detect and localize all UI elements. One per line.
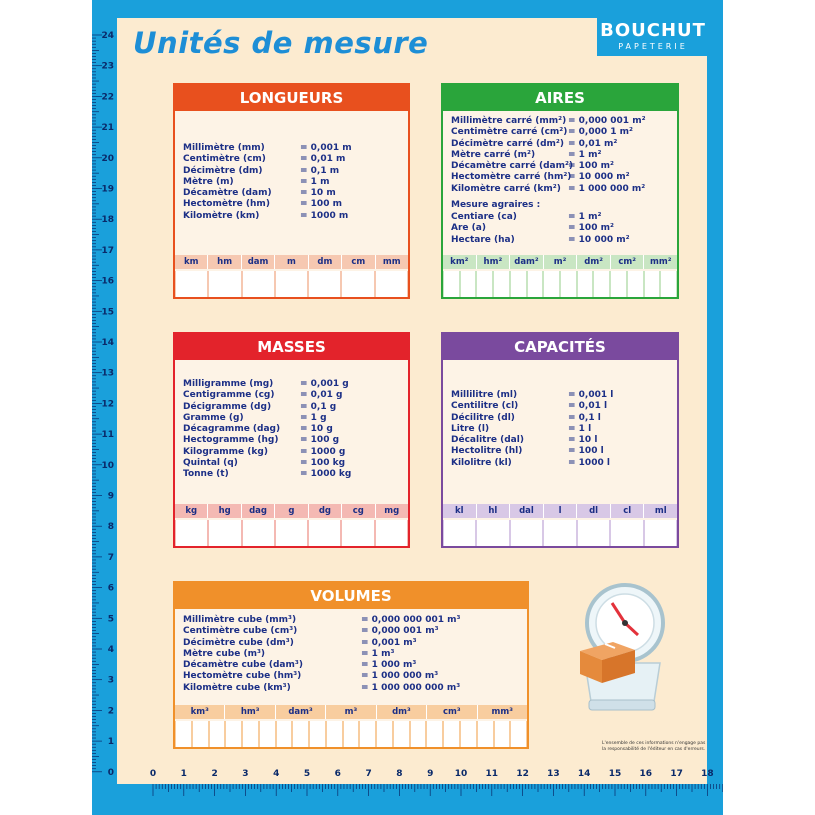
capacites-grid: [443, 520, 677, 546]
write-in-cell[interactable]: [176, 271, 207, 297]
unit-row-item: [451, 184, 677, 195]
unit-row-item: [183, 154, 408, 165]
unit-name: Millilitre (ml): [451, 390, 518, 400]
unit-value: = 0,001 g: [300, 379, 349, 389]
unit-label: mg: [375, 504, 408, 518]
unit-name: Tonne (t): [183, 469, 229, 480]
unit-label: l: [543, 504, 577, 518]
unit-row-item: [183, 177, 408, 188]
write-in-cell[interactable]: [243, 271, 274, 297]
unit-row-item: [183, 447, 408, 458]
unit-value: = 100 g: [300, 435, 340, 446]
ruler-label: 9: [107, 491, 114, 502]
unit-name: Décamètre (dam): [183, 188, 272, 199]
write-in-cell[interactable]: [477, 520, 508, 546]
unit-row-item: [451, 390, 677, 401]
volumes-card: [173, 581, 529, 749]
unit-label: mm³: [477, 705, 527, 719]
disclaimer-note: L'ensemble de ces informations n'engage pas la responsabilité de l'éditeur en cas d'erreurs.: [602, 741, 706, 752]
unit-label: km³: [190, 707, 209, 717]
ruler-label: 22: [101, 92, 114, 103]
horizontal-ruler: [92, 784, 723, 815]
unit-name: Décigramme (dg): [183, 401, 272, 412]
ruler-label: 0: [107, 767, 114, 778]
ruler-label: 18: [701, 769, 714, 779]
unit-label: cm²: [610, 255, 644, 269]
unit-value: = 100 m²: [568, 223, 614, 234]
unit-name: Décalitre (dal): [451, 435, 524, 446]
unit-row-item: [183, 188, 408, 199]
ruler-label: 4: [107, 645, 114, 655]
write-in-cell[interactable]: [394, 721, 409, 747]
write-in-cell[interactable]: [377, 721, 392, 747]
unit-value: = 100 kg: [300, 458, 346, 469]
unit-label: hm: [207, 255, 240, 269]
ruler-label: 4: [273, 769, 280, 779]
write-in-cell[interactable]: [342, 271, 373, 297]
ruler-label: 24: [101, 31, 114, 41]
unit-row-item: [183, 143, 408, 154]
ruler-label: 3: [242, 769, 249, 779]
write-in-cell[interactable]: [528, 271, 543, 297]
unit-name: Centilitre (cl): [451, 401, 519, 412]
write-in-cell[interactable]: [193, 721, 208, 747]
unit-name: Centigramme (cg): [183, 390, 275, 401]
unit-label: dm: [308, 255, 341, 269]
unit-name: Hectomètre (hm): [183, 199, 270, 210]
longueurs-rows: [183, 143, 408, 222]
unit-row-item: [451, 446, 677, 457]
write-in-cell[interactable]: [477, 271, 492, 297]
ruler-label: 6: [107, 583, 114, 594]
unit-value: = 1000 kg: [300, 469, 352, 480]
write-in-cell[interactable]: [176, 520, 207, 546]
capacites-unit-header: [443, 504, 677, 518]
unit-label: dm³: [376, 705, 426, 719]
unit-label: dam³: [275, 705, 325, 719]
unit-name: Décamètre carré (dam²): [451, 161, 574, 172]
unit-row-item: [183, 615, 523, 626]
unit-name: Quintal (q): [183, 458, 238, 469]
unit-name: Mètre (m): [183, 176, 234, 187]
unit-name: Décimètre carré (dm²): [451, 138, 564, 149]
write-in-cell[interactable]: [309, 271, 340, 297]
unit-row-item: [451, 116, 677, 127]
vertical-ruler: [92, 0, 117, 815]
unit-value: = 1 m³: [361, 648, 395, 659]
write-in-cell[interactable]: [277, 721, 292, 747]
unit-row-item: [451, 435, 677, 446]
unit-name: Centimètre cube (cm³): [183, 626, 298, 637]
ruler-label: 13: [547, 769, 560, 779]
unit-name: Millimètre carré (mm²): [451, 116, 567, 126]
unit-value: = 0,000 001 m²: [568, 116, 646, 126]
unit-row-item: [451, 172, 677, 183]
masses-unit-header: [175, 504, 408, 518]
unit-value: = 1 m²: [568, 212, 602, 222]
unit-value: = 100 m²: [568, 161, 614, 172]
unit-value: = 10 000 m²: [568, 234, 630, 245]
unit-label: dm²: [576, 255, 610, 269]
ruler-label: 5: [107, 614, 114, 625]
ruler-label: 10: [454, 769, 468, 779]
write-in-cell[interactable]: [645, 271, 660, 297]
write-in-cell[interactable]: [661, 271, 676, 297]
ruler-label: 7: [107, 552, 114, 563]
write-in-cell[interactable]: [645, 520, 676, 546]
unit-value: = 0,01 l: [568, 401, 608, 412]
write-in-cell[interactable]: [376, 271, 407, 297]
capacites-rows: [451, 390, 677, 469]
write-in-cell[interactable]: [511, 721, 526, 747]
unit-name: Hectomètre cube (hm³): [183, 671, 302, 682]
unit-value: = 10 g: [300, 424, 333, 435]
unit-value: = 10 l: [568, 435, 598, 446]
unit-row-item: [451, 458, 677, 469]
unit-name: Millimètre (mm): [183, 143, 265, 153]
unit-name: Hectolitre (hl): [451, 446, 523, 457]
write-in-cell[interactable]: [210, 721, 225, 747]
write-in-cell[interactable]: [594, 271, 609, 297]
unit-row-item: [451, 223, 677, 234]
unit-value: = 1 000 000 m³: [361, 671, 439, 682]
unit-name: Kilolitre (kl): [451, 457, 512, 468]
unit-label: dam²: [509, 255, 543, 269]
write-in-cell[interactable]: [176, 721, 191, 747]
unit-row-item: [183, 626, 523, 637]
unit-name: Décamètre cube (dam³): [183, 660, 303, 671]
unit-value: = 1 000 000 000 m³: [361, 682, 461, 693]
unit-name: Centimètre carré (cm²): [451, 127, 568, 138]
write-in-cell[interactable]: [411, 721, 426, 747]
unit-name: Millimètre cube (mm³): [183, 615, 297, 625]
write-in-cell[interactable]: [309, 520, 340, 546]
unit-label: mm: [375, 255, 408, 269]
unit-label: hg: [207, 504, 240, 518]
ruler-label: 16: [639, 769, 653, 779]
write-in-cell[interactable]: [209, 520, 240, 546]
write-in-cell[interactable]: [427, 721, 442, 747]
masses-rows: [183, 379, 408, 481]
ruler-label: 14: [577, 769, 591, 779]
write-in-cell[interactable]: [561, 271, 576, 297]
ruler-label: 13: [101, 368, 114, 379]
capacites-card: [441, 332, 679, 548]
ruler-label: 0: [149, 769, 157, 779]
write-in-cell[interactable]: [276, 271, 307, 297]
ruler-label: 7: [365, 769, 372, 779]
unit-label: km: [183, 257, 199, 267]
unit-value: = 0,000 000 001 m³: [361, 615, 461, 625]
write-in-cell[interactable]: [611, 271, 626, 297]
write-in-cell[interactable]: [461, 721, 476, 747]
ruler-label: 5: [303, 769, 311, 779]
ruler-label: 17: [670, 769, 683, 779]
write-in-cell[interactable]: [628, 271, 643, 297]
aires-agraires-rows: [451, 212, 677, 246]
ruler-label: 6: [334, 769, 341, 779]
longueurs-grid: [175, 271, 408, 297]
unit-row-item: [183, 211, 408, 222]
aires-subtitle: Mesure agraires :: [451, 200, 541, 210]
longueurs-unit-header: [175, 255, 408, 269]
unit-label: dam: [241, 255, 274, 269]
write-in-cell[interactable]: [494, 271, 509, 297]
unit-value: = 10 000 m²: [568, 172, 630, 183]
unit-row-item: [183, 390, 408, 401]
write-in-cell[interactable]: [293, 721, 308, 747]
unit-value: = 0,01 m: [300, 154, 346, 165]
unit-name: Décilitre (dl): [451, 412, 515, 423]
unit-name: Centimètre (cm): [183, 154, 266, 165]
unit-row-item: [183, 660, 523, 671]
masses-title: MASSES: [175, 334, 408, 360]
horizontal-ruler-labels: [92, 762, 723, 784]
write-in-cell[interactable]: [611, 520, 642, 546]
write-in-cell[interactable]: [544, 271, 559, 297]
write-in-cell[interactable]: [544, 520, 575, 546]
write-in-cell[interactable]: [376, 520, 407, 546]
unit-row-item: [183, 166, 408, 177]
unit-row-item: [451, 235, 677, 246]
ruler-label: 3: [107, 675, 114, 686]
unit-label: m: [274, 255, 307, 269]
unit-row-item: [451, 127, 677, 138]
unit-value: = 1 m: [300, 176, 330, 187]
unit-label: hm²: [476, 255, 510, 269]
unit-label: cm: [341, 255, 374, 269]
ruler-label: 17: [101, 245, 114, 256]
write-in-cell[interactable]: [461, 271, 476, 297]
unit-row-item: [183, 649, 523, 660]
unit-name: Hectomètre carré (hm²): [451, 172, 572, 183]
longueurs-title: LONGUEURS: [175, 85, 408, 111]
unit-value: = 0,1 g: [300, 401, 337, 412]
unit-label: kg: [185, 506, 198, 516]
unit-name: Décimètre (dm): [183, 165, 263, 176]
unit-row-item: [183, 469, 408, 480]
write-in-cell[interactable]: [360, 721, 375, 747]
ruler-label: 9: [427, 769, 434, 779]
unit-value: = 1 m²: [568, 149, 602, 160]
write-in-cell[interactable]: [578, 271, 593, 297]
unit-row-item: [183, 638, 523, 649]
ruler-label: 19: [101, 184, 114, 195]
unit-row-item: [451, 401, 677, 412]
brand-name: BOUCHUT: [600, 20, 706, 41]
unit-row-item: [183, 671, 523, 682]
unit-value: = 0,001 l: [568, 390, 614, 400]
unit-label: ml: [643, 504, 677, 518]
write-in-cell[interactable]: [243, 520, 274, 546]
ruler-label: 23: [101, 61, 114, 72]
unit-value: = 100 m: [300, 199, 342, 210]
unit-value: = 0,001 m³: [361, 637, 417, 648]
write-in-cell[interactable]: [243, 721, 258, 747]
write-in-cell[interactable]: [260, 721, 275, 747]
unit-value: = 0,01 g: [300, 390, 343, 401]
write-in-cell[interactable]: [578, 520, 609, 546]
unit-label: m³: [325, 705, 375, 719]
ruler-label: 8: [107, 522, 114, 533]
ruler-label: 21: [101, 123, 114, 134]
ruler-label: 20: [101, 153, 114, 164]
volumes-rows: [183, 615, 523, 694]
unit-name: Kilomètre carré (km²): [451, 183, 561, 194]
write-in-cell[interactable]: [209, 271, 240, 297]
unit-name: Milligramme (mg): [183, 379, 274, 389]
ruler-label: 1: [107, 737, 114, 748]
unit-label: cl: [610, 504, 644, 518]
unit-label: dal: [509, 504, 543, 518]
unit-value: = 1000 m: [300, 210, 349, 221]
unit-value: = 0,01 m²: [568, 138, 618, 149]
unit-label: g: [274, 504, 307, 518]
unit-value: = 100 l: [568, 446, 604, 457]
unit-name: Mètre cube (m³): [183, 648, 266, 659]
unit-name: Hectare (ha): [451, 234, 515, 245]
unit-value: = 10 m: [300, 188, 336, 199]
unit-name: Kilomètre cube (km³): [183, 682, 291, 693]
unit-label: kl: [455, 506, 464, 516]
unit-row-item: [451, 413, 677, 424]
unit-row-item: [183, 683, 523, 694]
unit-value: = 1 g: [300, 412, 327, 423]
ruler-label: 18: [101, 215, 114, 226]
volumes-unit-header: [175, 705, 527, 719]
unit-name: Kilomètre (km): [183, 210, 260, 221]
unit-label: km²: [450, 257, 469, 267]
write-in-cell[interactable]: [344, 721, 359, 747]
unit-row-item: [183, 435, 408, 446]
unit-label: hm³: [224, 705, 274, 719]
write-in-cell[interactable]: [478, 721, 493, 747]
aires-title: AIRES: [443, 85, 677, 111]
ruler-label: 16: [101, 276, 114, 287]
aires-rows: [451, 116, 677, 195]
volumes-grid: [175, 721, 527, 747]
aires-card: [441, 83, 679, 299]
unit-value: = 1000 l: [568, 457, 610, 468]
unit-row-item: [183, 379, 408, 390]
unit-row-item: [451, 424, 677, 435]
aires-unit-header: [443, 255, 677, 269]
longueurs-card: [173, 83, 410, 299]
ruler-label: 2: [107, 706, 114, 717]
unit-value: = 0,000 1 m²: [568, 127, 633, 138]
ruler-label: 8: [396, 769, 403, 779]
ruler-label: 11: [485, 769, 499, 779]
unit-row-item: [451, 150, 677, 161]
unit-value: = 0,1 l: [568, 412, 601, 423]
unit-label: dg: [308, 504, 341, 518]
brand-logo: [597, 16, 709, 56]
unit-label: dl: [576, 504, 610, 518]
unit-row-item: [183, 424, 408, 435]
unit-row-item: [451, 161, 677, 172]
masses-card: [173, 332, 410, 548]
ruler-label: 1: [180, 769, 187, 779]
write-in-cell[interactable]: [342, 520, 373, 546]
unit-value: = 0,000 001 m³: [361, 626, 439, 637]
unit-value: = 0,001 m: [300, 143, 352, 153]
ruler-label: 10: [101, 460, 114, 471]
unit-name: Litre (l): [451, 423, 490, 434]
brand-subtitle: PAPETERIE: [618, 42, 688, 51]
unit-row-item: [183, 458, 408, 469]
unit-name: Mètre carré (m²): [451, 149, 536, 160]
ruler-label: 12: [101, 399, 114, 410]
volumes-title: VOLUMES: [175, 583, 527, 609]
write-in-cell[interactable]: [511, 520, 542, 546]
write-in-cell[interactable]: [444, 520, 475, 546]
ruler-label: 12: [516, 769, 529, 779]
ruler-label: 14: [101, 338, 114, 348]
unit-row-item: [451, 139, 677, 150]
unit-name: Décagramme (dag): [183, 424, 281, 435]
write-in-cell[interactable]: [495, 721, 510, 747]
unit-row-item: [451, 212, 677, 223]
unit-label: hl: [476, 504, 510, 518]
ruler-label: 2: [211, 769, 218, 779]
unit-label: cm³: [426, 705, 476, 719]
unit-name: Are (a): [451, 223, 486, 234]
capacites-title: CAPACITÉS: [443, 334, 677, 360]
masses-grid: [175, 520, 408, 546]
unit-row-item: [183, 413, 408, 424]
aires-grid: [443, 271, 677, 297]
unit-label: mm²: [643, 255, 677, 269]
write-in-cell[interactable]: [226, 721, 241, 747]
write-in-cell[interactable]: [276, 520, 307, 546]
unit-label: m²: [543, 255, 577, 269]
unit-value: = 1 000 m³: [361, 660, 417, 671]
write-in-cell[interactable]: [511, 271, 526, 297]
ruler-label: 15: [608, 769, 622, 779]
ruler-label: 15: [101, 307, 114, 318]
unit-name: Décimètre cube (dm³): [183, 637, 294, 648]
unit-name: Hectogramme (hg): [183, 435, 279, 446]
unit-label: cg: [341, 504, 374, 518]
write-in-cell[interactable]: [444, 721, 459, 747]
write-in-cell[interactable]: [310, 721, 325, 747]
unit-name: Centiare (ca): [451, 212, 517, 222]
unit-label: dag: [241, 504, 274, 518]
unit-name: Kilogramme (kg): [183, 446, 268, 457]
unit-value: = 1 000 000 m²: [568, 183, 646, 194]
unit-row-item: [183, 199, 408, 210]
write-in-cell[interactable]: [327, 721, 342, 747]
unit-value: = 1000 g: [300, 446, 346, 457]
unit-value: = 1 l: [568, 423, 592, 434]
ruler-label: 11: [101, 430, 114, 441]
unit-name: Gramme (g): [183, 412, 244, 423]
unit-value: = 0,1 m: [300, 165, 340, 176]
write-in-cell[interactable]: [444, 271, 459, 297]
page-title: Unités de mesure: [133, 26, 429, 60]
weighing-scale-illustration: [575, 578, 670, 718]
unit-row-item: [183, 402, 408, 413]
